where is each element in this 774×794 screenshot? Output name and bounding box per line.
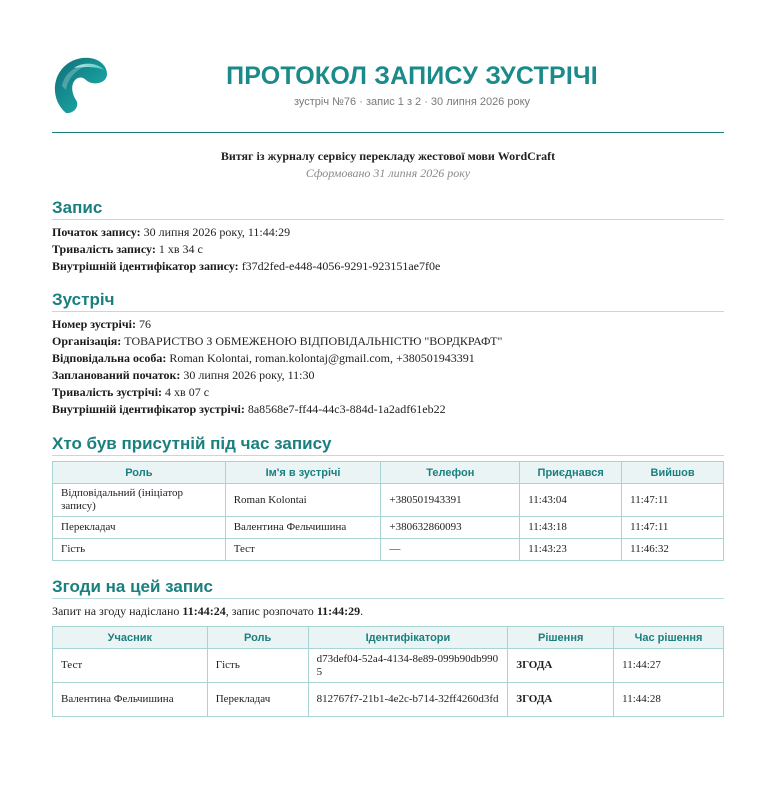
table-cell: Roman Kolontai — [225, 484, 381, 517]
record-start-row — [52, 224, 724, 241]
table-cell: 812767f7-21b1-4e2c-b714-32ff4260d3fd — [308, 683, 508, 717]
generated-date: Сформовано 31 липня 2026 року — [305, 166, 471, 180]
table-cell: 11:46:32 — [622, 539, 724, 561]
column-header: Роль — [53, 462, 226, 484]
note-text: , запис розпочато — [225, 604, 314, 618]
note-text: Запит на згоду надіслано — [52, 604, 180, 618]
table-cell: +380501943391 — [381, 484, 520, 517]
field-value: 1 хв 34 с — [158, 242, 203, 256]
meeting-duration-row — [52, 384, 724, 401]
note-text: . — [360, 604, 364, 618]
record-heading: Запис — [52, 198, 724, 220]
table-cell: 11:43:04 — [520, 484, 622, 517]
decision-cell: ЗГОДА — [508, 649, 614, 683]
record-id-row — [52, 258, 724, 275]
field-label: Тривалість зустрічі: — [52, 385, 163, 399]
table-cell: 11:47:11 — [622, 517, 724, 539]
extract-caption: Витяг із журналу сервісу перекладу жестової мови WordCraft — [220, 149, 556, 163]
record-started-time: 11:44:29 — [316, 604, 361, 618]
attendees-table — [52, 461, 724, 561]
consents-header-row — [53, 627, 724, 649]
meeting-details — [52, 316, 724, 418]
table-row — [53, 649, 724, 683]
table-cell: Валентина Фельчишина — [225, 517, 381, 539]
column-header: Вийшов — [622, 462, 724, 484]
field-label: Організація: — [52, 334, 122, 348]
table-cell: Відповідальний (ініціатор запису) — [53, 484, 226, 517]
column-header: Роль — [207, 627, 308, 649]
meeting-id-row — [52, 401, 724, 418]
column-header: Ім'я в зустрічі — [225, 462, 381, 484]
column-header: Час рішення — [614, 627, 724, 649]
consent-request-note — [52, 604, 363, 619]
table-cell: 11:43:18 — [520, 517, 622, 539]
column-header: Рішення — [508, 627, 614, 649]
table-cell: Гість — [53, 539, 226, 561]
table-cell: Тест — [225, 539, 381, 561]
field-label: Номер зустрічі: — [52, 317, 136, 331]
table-row — [53, 517, 724, 539]
field-value: 76 — [138, 317, 151, 331]
table-cell: Валентина Фельчишина — [53, 683, 208, 717]
table-cell: Гість — [207, 649, 308, 683]
field-label: Внутрішній ідентифікатор зустрічі: — [52, 402, 245, 416]
field-value: 8a8568e7-ff44-44c3-884d-1a2adf61eb22 — [247, 402, 446, 416]
decision-cell: ЗГОДА — [508, 683, 614, 717]
table-cell: Перекладач — [53, 517, 226, 539]
field-value: ТОВАРИСТВО З ОБМЕЖЕНОЮ ВІДПОВІДАЛЬНІСТЮ "ВОРДКРАФТ" — [124, 334, 503, 348]
table-cell: 11:43:23 — [520, 539, 622, 561]
field-value: Roman Kolontai, roman.kolontaj@gmail.com, +380501943391 — [169, 351, 475, 365]
attendees-heading: Хто був присутній під час запису — [52, 434, 724, 456]
table-cell: 11:44:28 — [614, 683, 724, 717]
table-row — [53, 484, 724, 517]
table-cell: Тест — [53, 649, 208, 683]
field-label: Запланований початок: — [52, 368, 181, 382]
field-value: 30 липня 2026 року, 11:30 — [183, 368, 315, 382]
meeting-heading: Зустріч — [52, 290, 724, 312]
column-header: Приєднався — [520, 462, 622, 484]
header-divider — [52, 132, 724, 133]
table-row — [53, 683, 724, 717]
page-subtitle: зустріч №76 · запис 1 з 2 · 30 липня 2026 року — [293, 96, 531, 108]
field-label: Відповідальна особа: — [52, 351, 167, 365]
table-cell: — — [381, 539, 520, 561]
table-cell: Перекладач — [207, 683, 308, 717]
record-duration-row — [52, 241, 724, 258]
field-label: Тривалість запису: — [52, 242, 156, 256]
table-row — [53, 539, 724, 561]
column-header: Телефон — [381, 462, 520, 484]
page-title: ПРОТОКОЛ ЗАПИСУ ЗУСТРІЧІ — [226, 62, 598, 90]
consents-heading: Згоди на цей запис — [52, 577, 724, 599]
meeting-planned-row — [52, 367, 724, 384]
table-cell: d73def04-52a4-4134-8e89-099b90db9905 — [308, 649, 508, 683]
table-cell: +380632860093 — [381, 517, 520, 539]
attendees-header-row — [53, 462, 724, 484]
table-cell: 11:47:11 — [622, 484, 724, 517]
record-details — [52, 224, 724, 275]
consents-table — [52, 626, 724, 717]
field-label: Початок запису: — [52, 225, 141, 239]
column-header: Учасник — [53, 627, 208, 649]
table-cell: 11:44:27 — [614, 649, 724, 683]
meeting-number-row — [52, 316, 724, 333]
field-value: 30 липня 2026 року, 11:44:29 — [143, 225, 291, 239]
field-value: f37d2fed-e448-4056-9291-923151ae7f0e — [241, 259, 441, 273]
meeting-org-row — [52, 333, 724, 350]
consent-sent-time: 11:44:24 — [182, 604, 226, 618]
field-value: 4 хв 07 с — [165, 385, 210, 399]
meeting-responsible-row — [52, 350, 724, 367]
field-label: Внутрішній ідентифікатор запису: — [52, 259, 239, 273]
column-header: Ідентифікатори — [308, 627, 508, 649]
